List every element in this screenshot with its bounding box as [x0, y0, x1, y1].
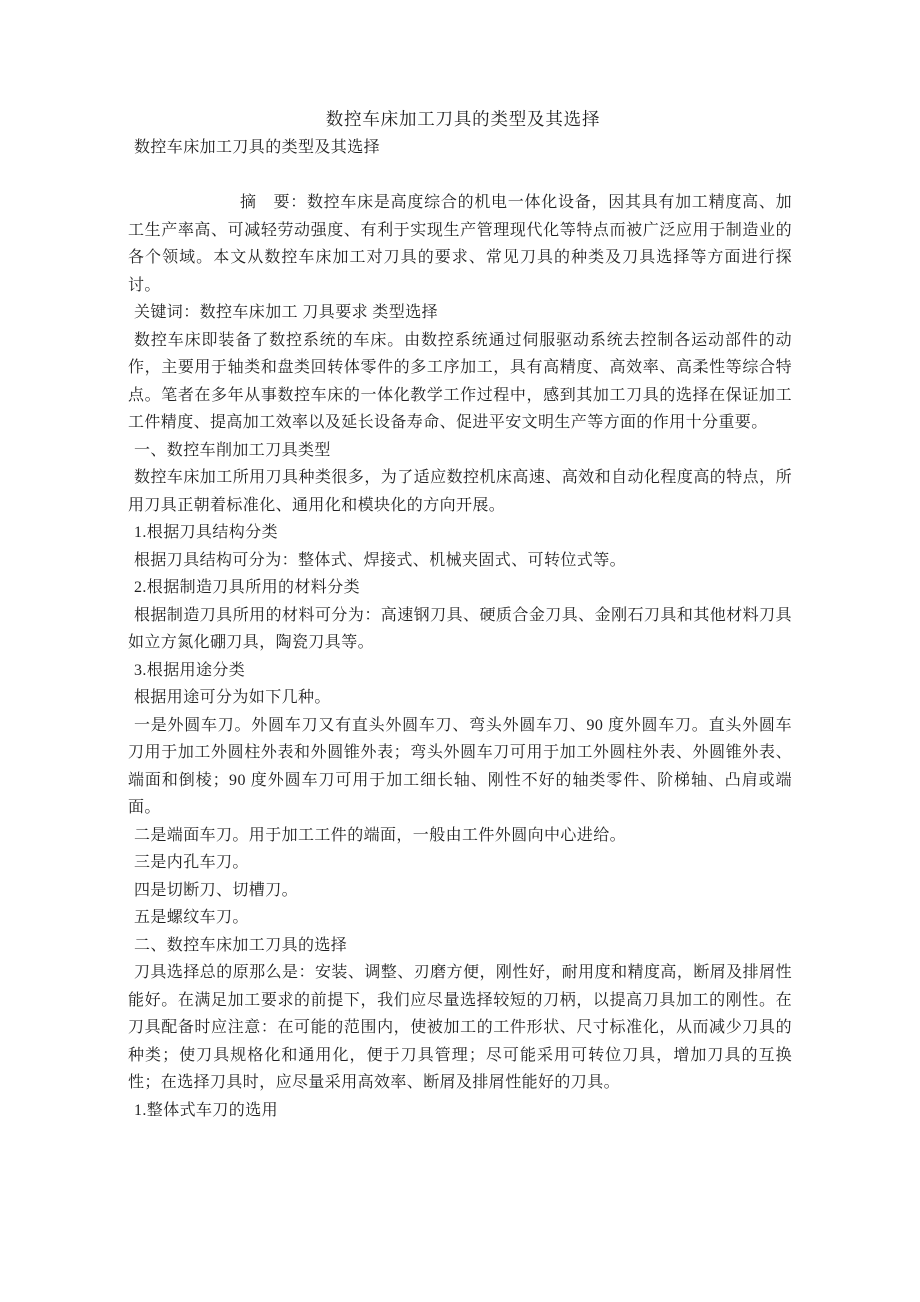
- body-paragraph-structure: 根据刀具结构可分为：整体式、焊接式、机械夹固式、可转位式等。: [134, 551, 627, 569]
- section-heading-1: 一、数控车削加工刀具类型: [134, 441, 331, 459]
- subheading-structure: 1.根据刀具结构分类: [134, 524, 279, 541]
- body-paragraph-item-2: 二是端面车刀。用于加工工件的端面，一般由工件外圆向中心进给。: [134, 826, 627, 844]
- body-paragraph-material: 根据制造刀具所用的材料可分为：高速钢刀具、硬质合金刀具、金刚石刀具和其他材料刀具如立方氮化硼刀具，陶瓷刀具等。: [128, 606, 792, 651]
- body-paragraph-item-5: 五是螺纹车刀。: [134, 909, 249, 926]
- doc-title: 数控车床加工刀具的类型及其选择: [325, 109, 601, 129]
- body-paragraph-overview: 数控车床即装备了数控系统的车床。由数控系统通过伺服驱动系统去控制各运动部件的动作，主要用于轴类和盘类回转体零件的多工序加工，具有高精度、高效率、高柔性等综合特点。笔者在多年从事数控车床的一体化教学工作过程中，感到其加工刀具的选择在保证加工工件精度、提高加工效率以及延长设备寿命、促进平安文明生产等方面的作用十分重要。: [128, 331, 792, 431]
- body-paragraph-item-3: 三是内孔车刀。: [134, 854, 249, 871]
- body-paragraph-item-4: 四是切断刀、切槽刀。: [134, 881, 299, 899]
- body-paragraph-usage-intro: 根据用途可分为如下几种。: [134, 689, 331, 706]
- body-paragraph-selection: 刀具选择总的原那么是：安装、调整、刃磨方便，刚性好，耐用度和精度高，断屑及排屑性能好。在满足加工要求的前提下，我们应尽量选择较短的刀柄，以提高刀具加工的刚性。在刀具配备时应注意：在可能的范围内，使被加工的工件形状、尺寸标准化，从而减少刀具的种类；使刀具规格化和通用化，便于刀具管理；尽可能采用可转位刀具，增加刀具的互换性；在选择刀具时，应尽量采用高效率、断屑及排屑性能好的刀具。: [128, 964, 792, 1091]
- subheading-usage: 3.根据用途分类: [134, 661, 246, 679]
- blank-line: [128, 162, 792, 190]
- body-paragraph-item-1: 一是外圆车刀。外圆车刀又有直头外圆车刀、弯头外圆车刀、90 度外圆车刀。直头外圆车刀用于加工外圆柱外表和外圆锥外表；弯头外圆车刀可用于加工外圆柱外表、外圆锥外表、端面和倒棱；90 度外圆车刀可用于加工细长轴、刚性不好的轴类零件、阶梯轴、凸肩或端面。: [128, 716, 792, 816]
- section-heading-2: 二、数控车床加工刀具的选择: [134, 936, 348, 954]
- subheading-material: 2.根据制造刀具所用的材料分类: [134, 579, 361, 596]
- subheading-integral-tool: 1.整体式车刀的选用: [134, 1101, 279, 1119]
- intro-line: 数控车床加工刀具的类型及其选择: [134, 139, 381, 156]
- abstract-paragraph: 摘 要：数控车床是高度综合的机电一体化设备，因其具有加工精度高、加工生产率高、可减轻劳动强度、有利于实现生产管理现代化等特点而被广泛应用于制造业的各个领域。本文从数控车床加工对刀具的要求、常见刀具的种类及刀具选择等方面进行探讨。: [128, 194, 792, 294]
- keywords-line: 关键词：数控车床加工 刀具要求 类型选择: [134, 304, 439, 321]
- body-paragraph-tool-types: 数控车床加工所用刀具种类很多，为了适应数控机床高速、高效和自动化程度高的特点，所用刀具正朝着标准化、通用化和模块化的方向开展。: [128, 469, 792, 514]
